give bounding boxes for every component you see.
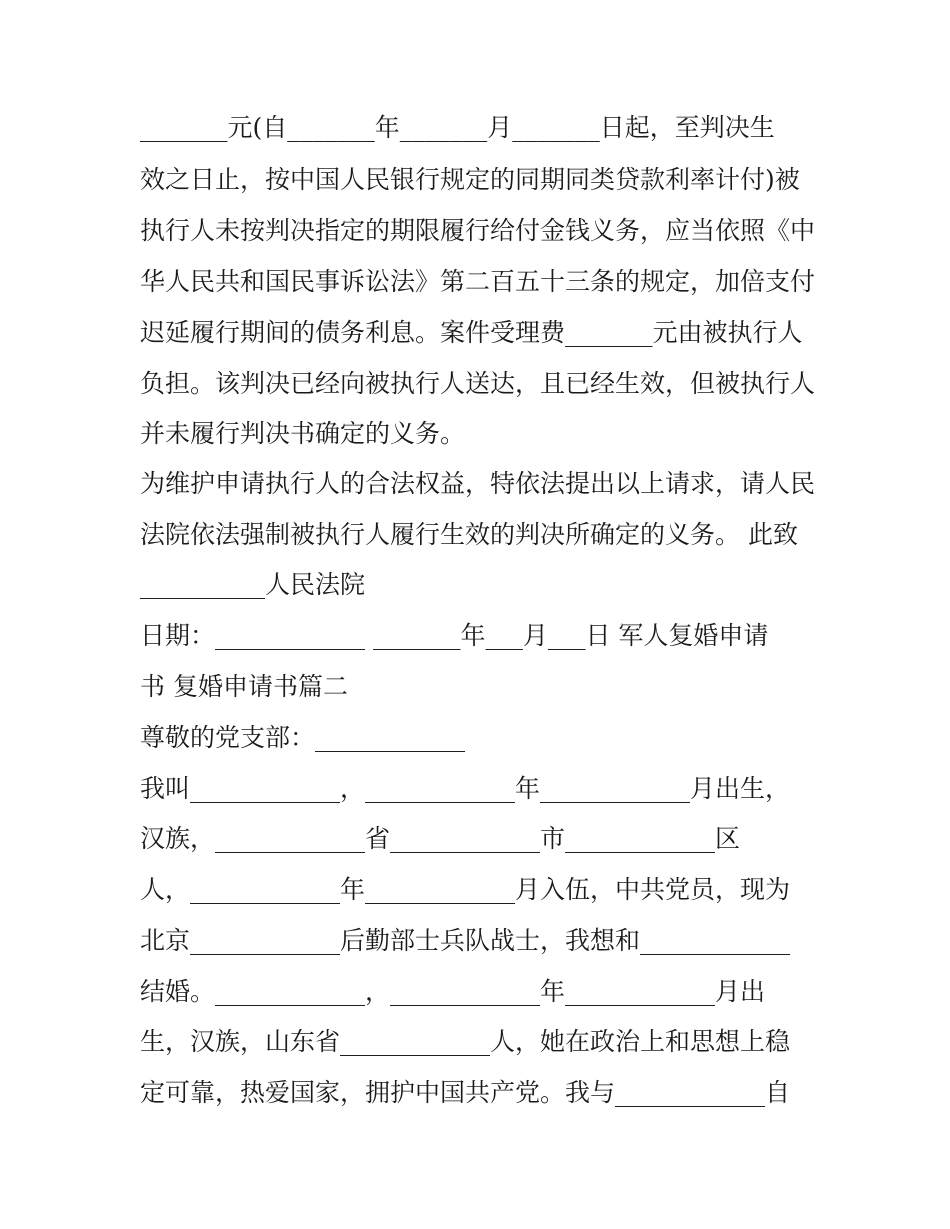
text-line: 法院依法强制被执行人履行生效的判决所确定的义务。 此致: [140, 520, 798, 549]
text-line: 书 复婚申请书篇二: [140, 672, 348, 701]
text-line: 北京____________后勤部士兵队战士，我想和____________: [140, 926, 791, 955]
text-line: 定可靠，热爱国家，拥护中国共产党。我与____________自: [140, 1078, 791, 1107]
text-line: __________人民法院: [140, 570, 366, 599]
text-line: 华人民共和国民事诉讼法》第二百五十三条的规定，加倍支付: [140, 267, 816, 296]
text-line: 日期：____________ _______年___月___日 军人复婚申请: [140, 621, 769, 650]
text-line: 为维护申请执行人的合法权益，特依法提出以上请求，请人民: [140, 469, 816, 498]
text-line: 结婚。____________，____________年____________月出: [140, 977, 766, 1006]
text-line: _______元(自_______年_______月_______日起，至判决生: [140, 113, 775, 142]
text-line: 尊敬的党支部：____________: [140, 723, 466, 752]
text-line: 我叫____________，____________年____________月出生，: [140, 774, 791, 803]
text-line: 汉族，____________省____________市____________区: [140, 824, 741, 853]
text-line: 执行人未按判决指定的期限履行给付金钱义务，应当依照《中: [140, 216, 816, 245]
text-line: 人，____________年____________月入伍，中共党员，现为: [140, 875, 791, 904]
text-line: 生，汉族，山东省____________人，她在政治上和思想上稳: [140, 1027, 791, 1056]
text-line: 效之日止，按中国人民银行规定的同期同类贷款利率计付)被: [140, 165, 800, 194]
text-line: 迟延履行期间的债务利息。案件受理费_______元由被执行人: [140, 318, 803, 347]
text-line: 并未履行判决书确定的义务。: [140, 419, 466, 448]
text-line: 负担。该判决已经向被执行人送达，且已经生效，但被执行人: [140, 369, 816, 398]
